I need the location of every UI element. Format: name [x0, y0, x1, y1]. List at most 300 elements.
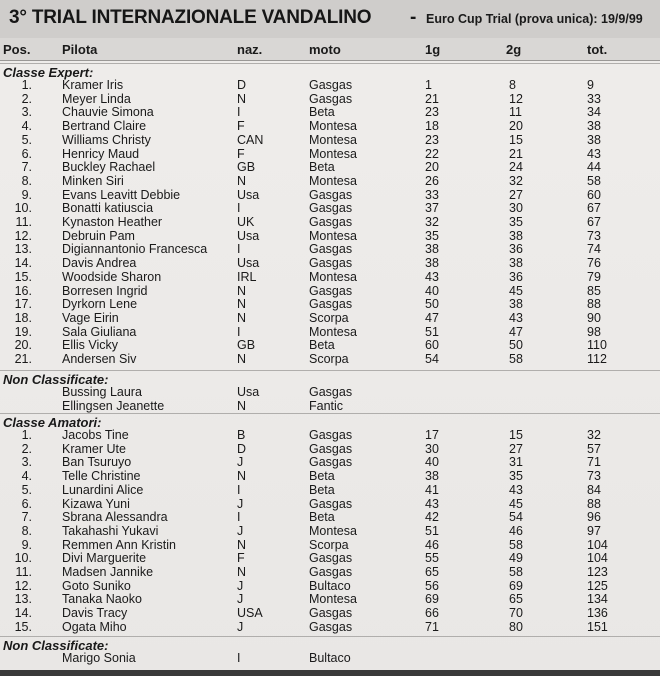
- cell-moto: Gasgas: [309, 215, 353, 229]
- cell-g2: 80: [509, 619, 523, 634]
- cell-name: Madsen Jannike: [62, 565, 154, 579]
- cell-moto: Scorpa: [309, 537, 349, 552]
- bottom-rule: [0, 670, 660, 676]
- cell-moto: Gasgas: [309, 551, 353, 566]
- cell-pos: 15.: [14, 619, 32, 634]
- cell-name: Davis Andrea: [62, 256, 137, 271]
- cell-tot: 73: [587, 228, 601, 243]
- cell-g2: 15: [509, 132, 523, 147]
- cell-pos: 7.: [21, 510, 32, 525]
- cell-moto: Gasgas: [309, 619, 353, 634]
- cell-pos: 8.: [21, 523, 32, 538]
- cell-g2: 20: [509, 119, 523, 134]
- cell-tot: 98: [587, 324, 601, 339]
- cell-g1: 38: [425, 256, 439, 271]
- cell-name: Buckley Rachael: [62, 160, 156, 175]
- cell-g1: 47: [425, 310, 439, 325]
- cell-tot: 85: [587, 283, 601, 298]
- table-row: [0, 134, 660, 148]
- cell-moto: Montesa: [309, 269, 357, 284]
- table-row: [0, 79, 660, 93]
- cell-tot: 32: [587, 428, 601, 442]
- cell-pos: 12.: [14, 578, 32, 593]
- cell-pos: 3.: [21, 455, 32, 470]
- cell-name: Ellis Vicky: [62, 338, 119, 353]
- cell-g2: 49: [509, 551, 523, 566]
- cell-tot: 76: [587, 256, 601, 271]
- cell-moto: Gasgas: [309, 385, 353, 399]
- cell-name: Telle Christine: [62, 469, 141, 484]
- cell-pos: 15.: [14, 269, 32, 284]
- section-label-amatori-nc: Non Classificate:: [3, 638, 109, 653]
- cell-tot: 67: [587, 201, 601, 216]
- cell-g2: 32: [509, 173, 523, 188]
- cell-moto: Montesa: [309, 132, 357, 147]
- cell-naz: N: [237, 91, 247, 106]
- cell-g2: 45: [509, 496, 523, 511]
- cell-g2: 69: [509, 578, 523, 593]
- table-row: [0, 400, 660, 414]
- section-divider: [0, 636, 660, 637]
- section-divider: [0, 63, 660, 64]
- cell-pos: 13.: [14, 242, 32, 257]
- table-row: [0, 525, 660, 539]
- cell-g2: 58: [509, 537, 523, 552]
- cell-tot: 90: [587, 310, 601, 325]
- cell-pos: 20.: [14, 338, 32, 353]
- cell-naz: F: [237, 119, 245, 134]
- cell-moto: Gasgas: [309, 256, 353, 271]
- table-row: [0, 607, 660, 621]
- cell-naz: Usa: [237, 385, 260, 399]
- cell-name: Woodside Sharon: [62, 269, 162, 284]
- cell-pos: 5.: [21, 482, 32, 497]
- cell-tot: 79: [587, 269, 601, 284]
- cell-g2: 38: [509, 256, 523, 271]
- cell-name: Sbrana Alessandra: [62, 510, 168, 525]
- cell-tot: 58: [587, 173, 601, 188]
- cell-g1: 23: [425, 105, 439, 120]
- cell-pos: 12.: [14, 228, 32, 243]
- cell-pos: 4.: [21, 469, 32, 484]
- cell-moto: Gasgas: [309, 242, 353, 257]
- cell-moto: Gasgas: [309, 565, 353, 579]
- cell-pos: 16.: [14, 283, 32, 298]
- cell-name: Remmen Ann Kristin: [62, 537, 176, 552]
- cell-name: Dyrkorn Lene: [62, 297, 138, 312]
- cell-pos: 6.: [21, 146, 32, 161]
- cell-naz: Usa: [237, 228, 260, 243]
- cell-g2: 35: [509, 215, 523, 229]
- table-row: [0, 429, 660, 443]
- cell-pos: 11.: [15, 215, 32, 229]
- table-row: [0, 175, 660, 189]
- cell-naz: I: [237, 105, 241, 120]
- cell-tot: 33: [587, 91, 601, 106]
- cell-pos: 17.: [14, 297, 32, 312]
- cell-g1: 21: [425, 91, 439, 106]
- cell-name: Kizawa Yuni: [62, 496, 130, 511]
- cell-g2: 31: [509, 455, 523, 470]
- cell-pos: 14.: [14, 256, 32, 271]
- cell-g1: 69: [425, 592, 439, 607]
- cell-moto: Gasgas: [309, 441, 353, 456]
- cell-name: Chauvie Simona: [62, 105, 154, 120]
- cell-g2: 58: [509, 565, 523, 579]
- cell-naz: F: [237, 551, 245, 566]
- cell-name: Sala Giuliana: [62, 324, 137, 339]
- cell-g2: 50: [509, 338, 523, 353]
- cell-moto: Montesa: [309, 119, 357, 134]
- cell-naz: F: [237, 146, 245, 161]
- cell-name: Jacobs Tine: [62, 428, 129, 442]
- cell-g1: 56: [425, 578, 439, 593]
- cell-naz: J: [237, 523, 244, 538]
- cell-moto: Beta: [309, 510, 335, 525]
- cell-naz: I: [237, 482, 241, 497]
- cell-tot: 112: [587, 352, 607, 366]
- cell-g1: 43: [425, 496, 439, 511]
- cell-moto: Montesa: [309, 592, 357, 607]
- table-row: [0, 652, 660, 666]
- cell-moto: Gasgas: [309, 187, 353, 202]
- title-separator: -: [410, 7, 417, 28]
- cell-g1: 66: [425, 606, 439, 621]
- cell-moto: Montesa: [309, 146, 357, 161]
- cell-g1: 42: [425, 510, 439, 525]
- cell-tot: 34: [587, 105, 601, 120]
- cell-name: Bonatti katiuscia: [62, 201, 154, 216]
- cell-naz: N: [237, 469, 247, 484]
- cell-naz: Usa: [237, 187, 260, 202]
- cell-moto: Scorpa: [309, 352, 349, 366]
- cell-tot: 74: [587, 242, 601, 257]
- cell-g1: 65: [425, 565, 439, 579]
- cell-moto: Gasgas: [309, 78, 353, 92]
- cell-naz: N: [237, 537, 247, 552]
- cell-naz: D: [237, 441, 247, 456]
- cell-tot: 110: [587, 338, 607, 353]
- table-row: [0, 120, 660, 134]
- cell-naz: N: [237, 565, 247, 579]
- cell-g1: 41: [425, 482, 439, 497]
- cell-naz: Usa: [237, 256, 260, 271]
- cell-pos: 2.: [21, 91, 32, 106]
- cell-moto: Bultaco: [309, 578, 351, 593]
- cell-moto: Beta: [309, 160, 335, 175]
- cell-pos: 10.: [14, 201, 32, 216]
- cell-pos: 14.: [14, 606, 32, 621]
- cell-moto: Fantic: [309, 398, 344, 413]
- cell-naz: J: [237, 592, 244, 607]
- table-row: [0, 257, 660, 271]
- cell-naz: GB: [237, 338, 256, 353]
- cell-naz: J: [237, 619, 244, 634]
- cell-g1: 71: [425, 619, 439, 634]
- cell-tot: 57: [587, 441, 601, 456]
- cell-name: Vage Eirin: [62, 310, 119, 325]
- cell-name: Marigo Sonia: [62, 651, 136, 665]
- cell-name: Divi Marguerite: [62, 551, 147, 566]
- section-label-amatori: Classe Amatori:: [3, 415, 102, 430]
- cell-pos: 7.: [21, 160, 32, 175]
- section-divider: [0, 370, 660, 371]
- cell-g2: 27: [509, 187, 523, 202]
- table-row: [0, 470, 660, 484]
- header-naz: naz.: [237, 42, 263, 57]
- cell-tot: 123: [587, 565, 608, 579]
- cell-name: Williams Christy: [62, 132, 151, 147]
- cell-g2: 38: [509, 228, 523, 243]
- cell-name: Borresen Ingrid: [62, 283, 148, 298]
- cell-tot: 9: [587, 78, 594, 92]
- cell-g2: 47: [509, 324, 523, 339]
- cell-naz: I: [237, 324, 241, 339]
- cell-moto: Gasgas: [309, 496, 353, 511]
- cell-g1: 55: [425, 551, 439, 566]
- cell-name: Goto Suniko: [62, 578, 131, 593]
- page-title: 3° TRIAL INTERNAZIONALE VANDALINO: [9, 7, 372, 28]
- table-row: [0, 386, 660, 400]
- cell-g1: 35: [425, 228, 439, 243]
- cell-moto: Gasgas: [309, 606, 353, 621]
- cell-g2: 11: [509, 105, 522, 120]
- cell-pos: 9.: [21, 187, 32, 202]
- cell-g1: 51: [425, 523, 439, 538]
- cell-g1: 60: [425, 338, 439, 353]
- cell-naz: J: [237, 578, 244, 593]
- cell-g1: 17: [425, 428, 439, 442]
- cell-g1: 54: [425, 352, 439, 366]
- cell-tot: 44: [587, 160, 601, 175]
- cell-naz: I: [237, 201, 241, 216]
- page-subtitle: Euro Cup Trial (prova unica): 19/9/99: [426, 12, 643, 26]
- cell-g2: 46: [509, 523, 523, 538]
- cell-pos: 21.: [14, 352, 32, 366]
- cell-name: Kramer Iris: [62, 78, 124, 92]
- cell-tot: 71: [587, 455, 601, 470]
- title-bar: [0, 0, 660, 38]
- cell-name: Kynaston Heather: [62, 215, 163, 229]
- cell-g1: 46: [425, 537, 439, 552]
- header-pilota: Pilota: [62, 42, 98, 57]
- cell-tot: 104: [587, 537, 608, 552]
- cell-moto: Montesa: [309, 523, 357, 538]
- cell-naz: B: [237, 428, 246, 442]
- cell-g1: 26: [425, 173, 439, 188]
- cell-tot: 84: [587, 482, 601, 497]
- cell-g1: 38: [425, 469, 439, 484]
- cell-name: Ogata Miho: [62, 619, 127, 634]
- cell-g1: 37: [425, 201, 439, 216]
- section-label-expert: Classe Expert:: [3, 65, 94, 80]
- cell-g1: 32: [425, 215, 439, 229]
- cell-naz: J: [237, 455, 244, 470]
- cell-g1: 38: [425, 242, 439, 257]
- section-divider: [0, 413, 660, 414]
- cell-naz: N: [237, 398, 247, 413]
- cell-g1: 40: [425, 455, 439, 470]
- cell-g1: 23: [425, 132, 439, 147]
- cell-g1: 18: [425, 119, 439, 134]
- cell-pos: 3.: [21, 105, 32, 120]
- cell-naz: GB: [237, 160, 256, 175]
- cell-g1: 50: [425, 297, 439, 312]
- cell-tot: 38: [587, 119, 601, 134]
- cell-pos: 19.: [14, 324, 32, 339]
- cell-name: Tanaka Naoko: [62, 592, 142, 607]
- cell-g1: 30: [425, 441, 439, 456]
- table-row: [0, 312, 660, 326]
- cell-tot: 73: [587, 469, 601, 484]
- cell-pos: 9.: [21, 537, 32, 552]
- cell-g2: 21: [509, 146, 523, 161]
- cell-moto: Gasgas: [309, 297, 353, 312]
- cell-pos: 1.: [21, 428, 32, 442]
- cell-g2: 36: [509, 242, 523, 257]
- cell-tot: 104: [587, 551, 608, 566]
- cell-naz: CAN: [237, 132, 264, 147]
- cell-name: Minken Siri: [62, 173, 124, 188]
- cell-pos: 5.: [21, 132, 32, 147]
- cell-name: Bussing Laura: [62, 385, 142, 399]
- cell-naz: N: [237, 310, 247, 325]
- cell-naz: IRL: [237, 269, 257, 284]
- cell-naz: D: [237, 78, 247, 92]
- cell-g2: 12: [509, 91, 523, 106]
- column-header-row: [0, 38, 660, 61]
- cell-g2: 65: [509, 592, 523, 607]
- header-moto: moto: [309, 42, 341, 57]
- table-row: [0, 621, 660, 635]
- cell-moto: Scorpa: [309, 310, 349, 325]
- table-row: [0, 271, 660, 285]
- cell-tot: 38: [587, 132, 601, 147]
- cell-g1: 40: [425, 283, 439, 298]
- cell-g1: 1: [425, 78, 432, 92]
- cell-tot: 43: [587, 146, 601, 161]
- cell-name: Ban Tsuruyo: [62, 455, 132, 470]
- cell-pos: 2.: [21, 441, 32, 456]
- cell-naz: I: [237, 242, 241, 257]
- cell-moto: Beta: [309, 105, 335, 120]
- cell-g1: 33: [425, 187, 439, 202]
- cell-tot: 97: [587, 523, 601, 538]
- cell-moto: Gasgas: [309, 201, 353, 216]
- cell-naz: N: [237, 352, 247, 366]
- header-tot: tot.: [587, 42, 608, 57]
- cell-name: Andersen Siv: [62, 352, 137, 366]
- cell-g1: 20: [425, 160, 439, 175]
- cell-tot: 67: [587, 215, 601, 229]
- cell-pos: 6.: [21, 496, 32, 511]
- cell-moto: Bultaco: [309, 651, 351, 665]
- cell-tot: 96: [587, 510, 601, 525]
- cell-name: Henricy Maud: [62, 146, 140, 161]
- cell-name: Digiannantonio Francesca: [62, 242, 208, 257]
- cell-tot: 88: [587, 496, 601, 511]
- cell-naz: N: [237, 297, 247, 312]
- cell-pos: 11.: [15, 565, 32, 579]
- cell-naz: I: [237, 651, 241, 665]
- cell-g2: 24: [509, 160, 523, 175]
- cell-g2: 27: [509, 441, 523, 456]
- cell-moto: Beta: [309, 482, 335, 497]
- cell-naz: USA: [237, 606, 263, 621]
- table-row: [0, 216, 660, 230]
- cell-g2: 43: [509, 482, 523, 497]
- cell-tot: 151: [587, 619, 608, 634]
- cell-moto: Gasgas: [309, 428, 353, 442]
- cell-g1: 22: [425, 146, 439, 161]
- cell-g2: 35: [509, 469, 523, 484]
- cell-name: Debruin Pam: [62, 228, 135, 243]
- cell-pos: 18.: [14, 310, 32, 325]
- cell-name: Ellingsen Jeanette: [62, 398, 165, 413]
- cell-naz: N: [237, 283, 247, 298]
- section-label-expert-nc: Non Classificate:: [3, 372, 109, 387]
- cell-name: Lunardini Alice: [62, 482, 144, 497]
- cell-moto: Montesa: [309, 228, 357, 243]
- cell-tot: 125: [587, 578, 608, 593]
- cell-name: Evans Leavitt Debbie: [62, 187, 181, 202]
- table-row: [0, 353, 660, 367]
- cell-g2: 70: [509, 606, 523, 621]
- cell-moto: Montesa: [309, 324, 357, 339]
- cell-tot: 136: [587, 606, 608, 621]
- cell-g2: 43: [509, 310, 523, 325]
- cell-g2: 8: [509, 78, 516, 92]
- cell-tot: 88: [587, 297, 601, 312]
- cell-naz: UK: [237, 215, 255, 229]
- header-1g: 1g: [425, 42, 441, 57]
- cell-name: Bertrand Claire: [62, 119, 147, 134]
- cell-name: Kramer Ute: [62, 441, 126, 456]
- cell-naz: N: [237, 173, 247, 188]
- cell-g2: 58: [509, 352, 523, 366]
- cell-tot: 60: [587, 187, 601, 202]
- cell-g2: 45: [509, 283, 523, 298]
- cell-tot: 134: [587, 592, 608, 607]
- table-row: [0, 484, 660, 498]
- cell-g2: 30: [509, 201, 523, 216]
- cell-g1: 43: [425, 269, 439, 284]
- cell-moto: Montesa: [309, 173, 357, 188]
- cell-pos: 1.: [21, 78, 32, 92]
- cell-g2: 38: [509, 297, 523, 312]
- cell-g1: 51: [425, 324, 439, 339]
- cell-naz: I: [237, 510, 241, 525]
- cell-moto: Gasgas: [309, 283, 353, 298]
- cell-pos: 4.: [21, 119, 32, 134]
- cell-g2: 15: [509, 428, 523, 442]
- header-2g: 2g: [506, 42, 522, 57]
- cell-g2: 36: [509, 269, 523, 284]
- cell-moto: Beta: [309, 469, 335, 484]
- cell-name: Takahashi Yukavi: [62, 523, 159, 538]
- cell-g2: 54: [509, 510, 523, 525]
- table-row: [0, 566, 660, 580]
- cell-pos: 10.: [14, 551, 32, 566]
- cell-pos: 13.: [14, 592, 32, 607]
- cell-moto: Gasgas: [309, 91, 353, 106]
- cell-name: Davis Tracy: [62, 606, 128, 621]
- cell-naz: J: [237, 496, 244, 511]
- cell-moto: Beta: [309, 338, 335, 353]
- cell-pos: 8.: [21, 173, 32, 188]
- cell-name: Meyer Linda: [62, 91, 131, 106]
- header-pos: Pos.: [3, 42, 31, 57]
